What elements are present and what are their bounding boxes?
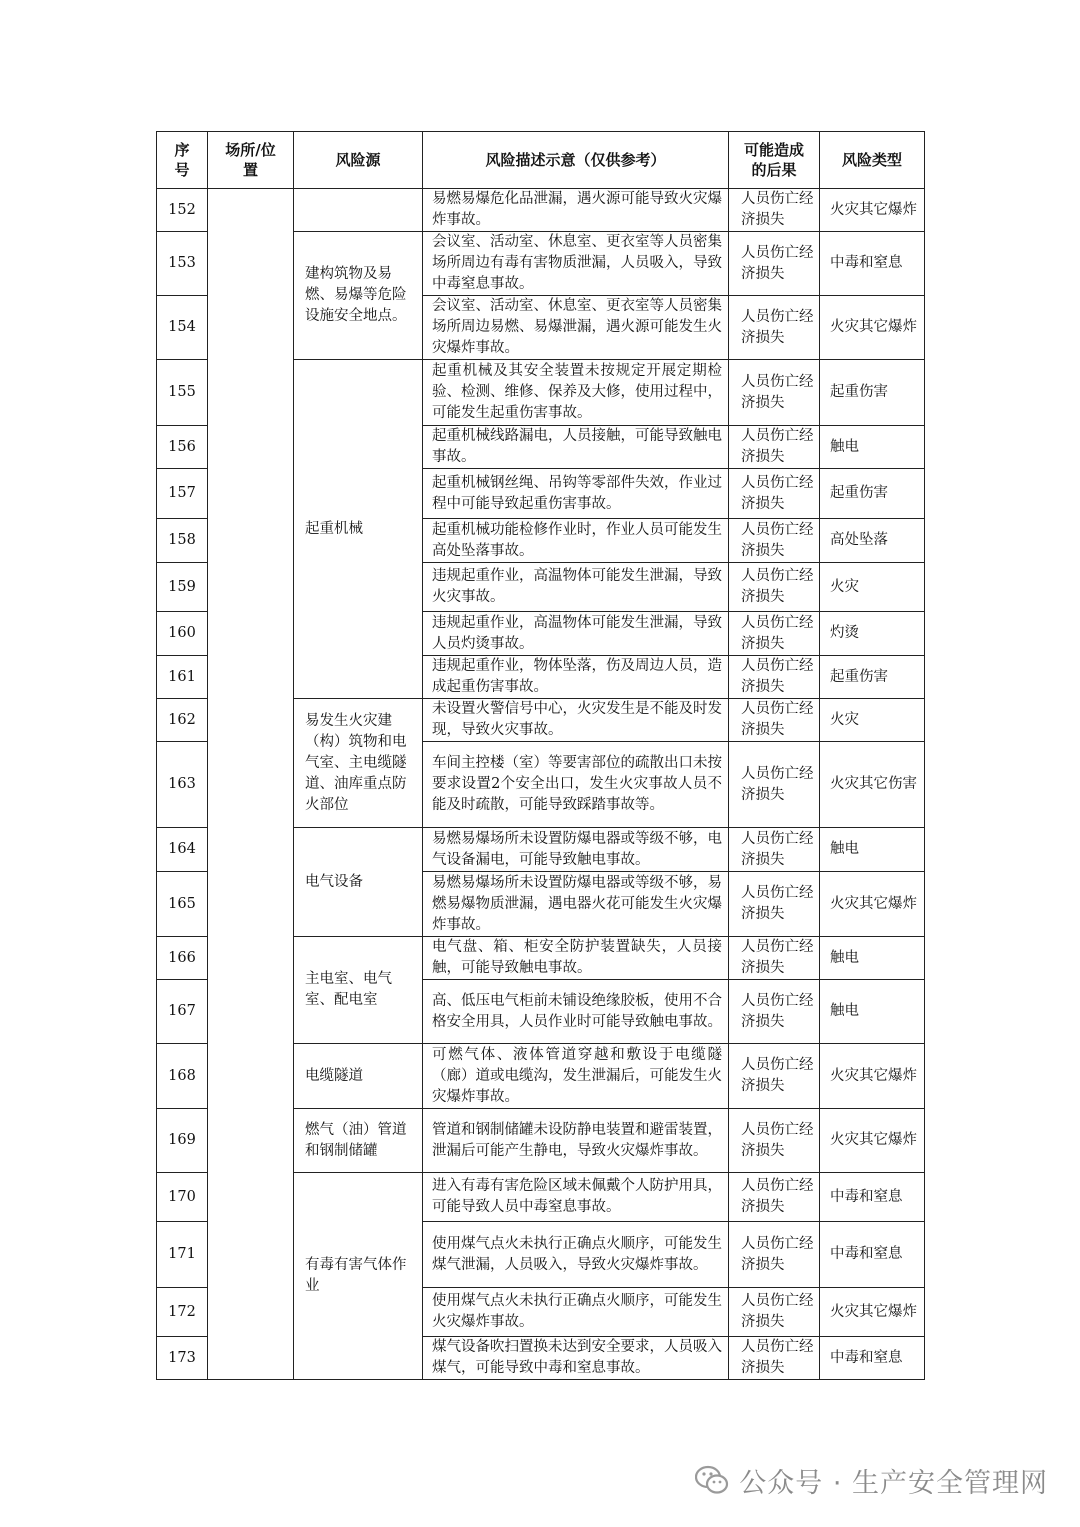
row-number: 162 (157, 699, 208, 742)
row-number: 164 (157, 828, 208, 872)
consequence: 人员伤亡经济损失 (729, 296, 820, 360)
risk-type: 起重伤害 (820, 360, 925, 426)
risk-description: 会议室、活动室、休息室、更衣室等人员密集场所周边易燃、易爆泄漏，遇火源可能发生火灾爆炸事故。 (423, 296, 729, 360)
risk-description: 煤气设备吹扫置换未达到安全要求，人员吸入煤气，可能导致中毒和窒息事故。 (423, 1337, 729, 1380)
consequence: 人员伤亡经济损失 (729, 872, 820, 937)
consequence: 人员伤亡经济损失 (729, 426, 820, 469)
risk-description: 高、低压电气柜前未铺设绝缘胶板，使用不合格安全用具，人员作业时可能导致触电事故。 (423, 980, 729, 1044)
table-row (157, 189, 925, 232)
consequence: 人员伤亡经济损失 (729, 1288, 820, 1337)
consequence: 人员伤亡经济损失 (729, 828, 820, 872)
risk-description: 违规起重作业，高温物体可能发生泄漏，导致人员灼烫事故。 (423, 612, 729, 656)
row-number: 168 (157, 1044, 208, 1109)
row-number: 154 (157, 296, 208, 360)
risk-description: 使用煤气点火未执行正确点火顺序，可能发生煤气泄漏，人员吸入，导致火灾爆炸事故。 (423, 1222, 729, 1288)
consequence: 人员伤亡经济损失 (729, 360, 820, 426)
risk-description: 起重机械及其安全装置未按规定开展定期检验、检测、维修、保养及大修，使用过程中，可能发生起重伤害事故。 (423, 360, 729, 426)
risk-type: 触电 (820, 426, 925, 469)
risk-type: 火灾其它爆炸 (820, 1288, 925, 1337)
source-cell: 易发生火灾建（构）筑物和电气室、主电缆隧道、油库重点防火部位 (294, 699, 423, 828)
risk-description: 使用煤气点火未执行正确点火顺序，可能发生火灾爆炸事故。 (423, 1288, 729, 1337)
risk-type: 中毒和窒息 (820, 1222, 925, 1288)
header-source: 风险源 (294, 132, 423, 189)
risk-type: 火灾 (820, 699, 925, 742)
row-number: 153 (157, 232, 208, 296)
consequence: 人员伤亡经济损失 (729, 232, 820, 296)
watermark-text: 公众号 · 生产安全管理网 (739, 1467, 1048, 1499)
watermark (695, 1460, 1048, 1500)
consequence: 人员伤亡经济损失 (729, 612, 820, 656)
source-cell: 主电室、电气室、配电室 (294, 937, 423, 1044)
risk-description: 未设置火警信号中心，火灾发生是不能及时发现，导致火灾事故。 (423, 699, 729, 742)
source-cell: 有毒有害气体作业 (294, 1173, 423, 1380)
row-number: 167 (157, 980, 208, 1044)
header-risk-type: 风险类型 (820, 132, 925, 189)
header-seq: 序号 (157, 132, 208, 189)
risk-description: 易燃易爆场所未设置防爆电器或等级不够，电气设备漏电，可能导致触电事故。 (423, 828, 729, 872)
risk-description: 违规起重作业，物体坠落，伤及周边人员，造成起重伤害事故。 (423, 656, 729, 699)
risk-description: 易燃易爆危化品泄漏，遇火源可能导致火灾爆炸事故。 (423, 189, 729, 232)
risk-type: 起重伤害 (820, 469, 925, 519)
row-number: 165 (157, 872, 208, 937)
row-number: 170 (157, 1173, 208, 1222)
risk-description: 会议室、活动室、休息室、更衣室等人员密集场所周边有毒有害物质泄漏，人员吸入，导致中毒窒息事故。 (423, 232, 729, 296)
consequence: 人员伤亡经济损失 (729, 519, 820, 563)
risk-description: 违规起重作业，高温物体可能发生泄漏，导致火灾事故。 (423, 563, 729, 612)
risk-type: 火灾其它爆炸 (820, 296, 925, 360)
consequence: 人员伤亡经济损失 (729, 1173, 820, 1222)
row-number: 155 (157, 360, 208, 426)
consequence: 人员伤亡经济损失 (729, 937, 820, 980)
risk-description: 可燃气体、液体管道穿越和敷设于电缆隧（廊）道或电缆沟，发生泄漏后，可能发生火灾爆炸事故。 (423, 1044, 729, 1109)
risk-description: 车间主控楼（室）等要害部位的疏散出口未按要求设置2个安全出口，发生火灾事故人员不能及时疏散，可能导致踩踏事故等。 (423, 742, 729, 828)
row-number: 173 (157, 1337, 208, 1380)
risk-type: 灼烫 (820, 612, 925, 656)
risk-table (156, 131, 925, 1380)
consequence: 人员伤亡经济损失 (729, 699, 820, 742)
source-cell: 电气设备 (294, 828, 423, 937)
risk-type: 触电 (820, 980, 925, 1044)
source-cell: 建构筑物及易燃、易爆等危险设施安全地点。 (294, 232, 423, 360)
risk-type: 触电 (820, 828, 925, 872)
source-cell: 电缆隧道 (294, 1044, 423, 1109)
risk-description: 电气盘、箱、柜安全防护装置缺失，人员接触，可能导致触电事故。 (423, 937, 729, 980)
source-cell: 起重机械 (294, 360, 423, 699)
row-number: 169 (157, 1109, 208, 1173)
consequence: 人员伤亡经济损失 (729, 980, 820, 1044)
header-row (157, 132, 925, 189)
row-number: 161 (157, 656, 208, 699)
row-number: 160 (157, 612, 208, 656)
risk-type: 中毒和窒息 (820, 1173, 925, 1222)
source-cell (294, 189, 423, 232)
risk-description: 易燃易爆场所未设置防爆电器或等级不够，易燃易爆物质泄漏，遇电器火花可能发生火灾爆炸事故。 (423, 872, 729, 937)
row-number: 158 (157, 519, 208, 563)
row-number: 172 (157, 1288, 208, 1337)
risk-description: 起重机械钢丝绳、吊钩等零部件失效，作业过程中可能导致起重伤害事故。 (423, 469, 729, 519)
risk-type: 火灾 (820, 563, 925, 612)
risk-type: 火灾其它爆炸 (820, 1109, 925, 1173)
header-consequence: 可能造成的后果 (729, 132, 820, 189)
row-number: 171 (157, 1222, 208, 1288)
risk-description: 管道和钢制储罐未设防静电装置和避雷装置，泄漏后可能产生静电，导致火灾爆炸事故。 (423, 1109, 729, 1173)
risk-type: 起重伤害 (820, 656, 925, 699)
row-number: 166 (157, 937, 208, 980)
risk-description: 起重机械功能检修作业时，作业人员可能发生高处坠落事故。 (423, 519, 729, 563)
risk-type: 高处坠落 (820, 519, 925, 563)
consequence: 人员伤亡经济损失 (729, 1337, 820, 1380)
risk-description: 进入有毒有害危险区域未佩戴个人防护用具，可能导致人员中毒窒息事故。 (423, 1173, 729, 1222)
consequence: 人员伤亡经济损失 (729, 1044, 820, 1109)
consequence: 人员伤亡经济损失 (729, 1222, 820, 1288)
risk-type: 中毒和窒息 (820, 1337, 925, 1380)
consequence: 人员伤亡经济损失 (729, 1109, 820, 1173)
row-number: 159 (157, 563, 208, 612)
risk-type: 触电 (820, 937, 925, 980)
row-number: 156 (157, 426, 208, 469)
risk-description: 起重机械线路漏电，人员接触，可能导致触电事故。 (423, 426, 729, 469)
wechat-icon (695, 1465, 729, 1495)
location-cell (208, 189, 294, 1380)
header-description: 风险描述示意（仅供参考） (423, 132, 729, 189)
risk-type: 中毒和窒息 (820, 232, 925, 296)
row-number: 152 (157, 189, 208, 232)
consequence: 人员伤亡经济损失 (729, 563, 820, 612)
consequence: 人员伤亡经济损失 (729, 742, 820, 828)
risk-type: 火灾其它爆炸 (820, 872, 925, 937)
consequence: 人员伤亡经济损失 (729, 469, 820, 519)
row-number: 157 (157, 469, 208, 519)
header-location: 场所/位置 (208, 132, 294, 189)
risk-type: 火灾其它爆炸 (820, 189, 925, 232)
row-number: 163 (157, 742, 208, 828)
risk-type: 火灾其它伤害 (820, 742, 925, 828)
consequence: 人员伤亡经济损失 (729, 656, 820, 699)
risk-type: 火灾其它爆炸 (820, 1044, 925, 1109)
consequence: 人员伤亡经济损失 (729, 189, 820, 232)
source-cell: 燃气（油）管道和钢制储罐 (294, 1109, 423, 1173)
